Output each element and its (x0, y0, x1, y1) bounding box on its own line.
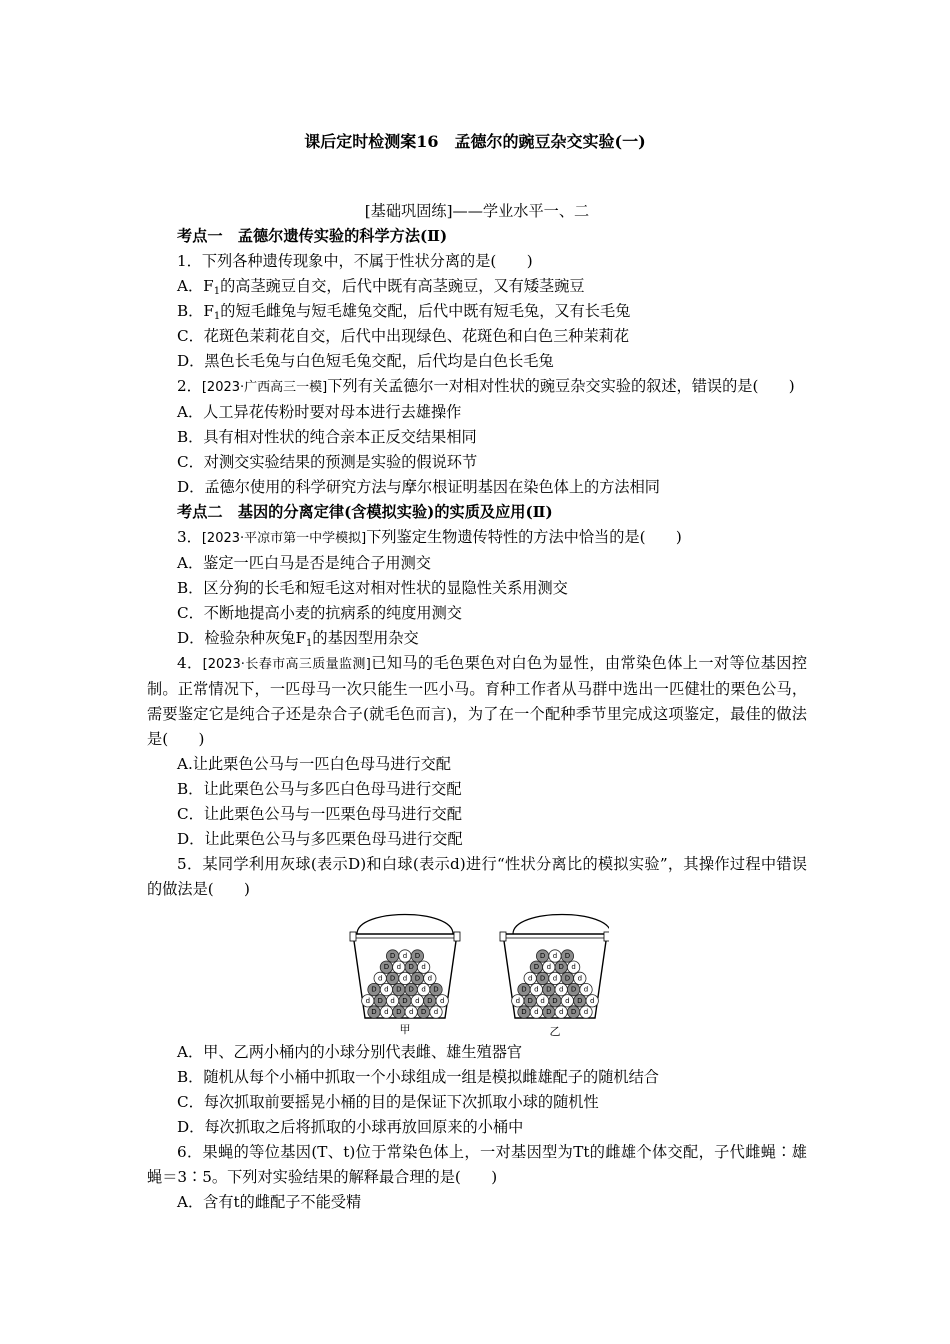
jia-ball-label: d (402, 952, 408, 960)
jia-ball-label: D (389, 952, 396, 960)
q5-option-a: A．甲、乙两小桶内的小球分别代表雌、雄生殖器官 (177, 1043, 523, 1061)
yi-ball-label: D (539, 974, 546, 983)
yi-ball-label: D (533, 963, 540, 972)
yi-ball-label: D (539, 952, 546, 960)
q3-source: [2023·平凉市第一中学模拟] (201, 531, 367, 546)
q2-source: [2023·广西高三一模] (201, 380, 328, 395)
yi-ball-label: d (589, 996, 595, 1005)
yi-ball-label: d (527, 974, 533, 983)
q6-stem: 6．果蝇的等位基因(T、t)位于常染色体上，一对基因型为Tt的雌雄个体交配，子代雌蝇∶雄蝇＝3∶5。下列对实验结果的解释最合理的是( ) (147, 1143, 807, 1186)
q5-option-b: B．随机从每个小桶中抓取一个小球组成一组是模拟雌雄配子的随机结合 (177, 1068, 659, 1086)
jia-ball-label: D (383, 963, 390, 972)
jia-ball-label: D (402, 996, 408, 1005)
q4-stem: 4．[2023·长春市高三质量监测]已知马的毛色栗色对白色为显性，由常染色体上一对等位基因控制。正常情况下，一匹母马一次只能生一匹小马。育种工作者从马群中选出一匹健壮的栗色公马，需要鉴定它是纯合子还是杂合子(就毛色而言)，为了在一个配种季节里完成这项鉴定，最佳的做法是( ) (147, 654, 808, 748)
q6-option-a: A．含有t的雌配子不能受精 (177, 1193, 362, 1211)
q3-stem: 3．[2023·平凉市第一中学模拟]下列鉴定生物遗传特性的方法中恰当的是( ) (177, 528, 682, 546)
bucket-figure (147, 904, 807, 1040)
section-heading: [基础巩固练]——学业水平一、二 (364, 202, 590, 220)
jia-ball-label: D (371, 985, 377, 994)
jia-ball-label: D (408, 985, 414, 994)
bucket-illustration (349, 904, 609, 1040)
jia-ball-label: d (421, 963, 426, 972)
q1-stem: 1．下列各种遗传现象中，不属于性状分离的是( ) (177, 252, 533, 270)
q1-option-c: C．花斑色茉莉花自交，后代中出现绿色、花斑色和白色三种茉莉花 (177, 327, 630, 345)
jia-ball-label: d (408, 1008, 414, 1016)
yi-ball-label: d (552, 974, 558, 983)
jia-ball-label: D (377, 996, 383, 1005)
jia-ball-label: D (414, 974, 421, 983)
q4-source: [2023·长春市高三质量监测] (202, 657, 371, 672)
q1-option-b: B．$F_1$的短毛雌兔与短毛雄兔交配，后代中既有短毛兔，又有长毛兔 (177, 302, 631, 322)
jia-ball-label: D (396, 985, 402, 994)
q4-option-d: D．让此栗色公马与多匹栗色母马进行交配 (177, 830, 463, 848)
yi-ball-label: D (558, 963, 564, 972)
jia-ball-label: d (439, 996, 445, 1005)
yi-ball-label: D (527, 996, 533, 1005)
bucket-yi-handle (513, 915, 609, 935)
jia-ball-label: d (415, 996, 420, 1005)
jia-ball-label: d (384, 1008, 389, 1016)
q4-option-c: C．让此栗色公马与一匹栗色母马进行交配 (177, 805, 462, 823)
bucket-jia-caption: 甲 (399, 1023, 411, 1036)
jia-ball-label: d (377, 974, 383, 983)
jia-ball-label: d (402, 974, 408, 983)
yi-ball-label: d (534, 1008, 539, 1016)
yi-ball-label: d (583, 985, 589, 994)
jia-ball-label: d (427, 974, 433, 983)
q4-option-a: A.让此栗色公马与一匹白色母马进行交配 (177, 755, 451, 773)
q5-option-d: D．每次抓取之后将抓取的小球再放回原来的小桶中 (177, 1118, 524, 1136)
jia-ball-label: d (421, 985, 426, 994)
q4-option-b: B．让此栗色公马与多匹白色母马进行交配 (177, 780, 462, 798)
jia-ball-label: D (427, 996, 433, 1005)
q2-stem: 2．[2023·广西高三一模]下列有关孟德尔一对相对性状的豌豆杂交实验的叙述，错误的是( ) (177, 377, 795, 395)
bucket-yi (500, 915, 609, 1039)
q5-stem: 5．某同学利用灰球(表示D)和白球(表示d)进行“性状分离比的模拟实验”，其操作过程中错误的做法是( ) (147, 855, 807, 898)
yi-ball-label: d (571, 963, 576, 972)
jia-ball-label: D (420, 1008, 427, 1016)
jia-ball-label: d (390, 996, 395, 1005)
jia-ball-label: D (389, 974, 396, 983)
jia-ball-label: D (371, 1008, 377, 1016)
yi-ball-label: d (515, 996, 521, 1005)
yi-ball-label: d (552, 952, 558, 960)
q3-option-b: B．区分狗的长毛和短毛这对相对性状的显隐性关系用测交 (177, 579, 568, 597)
kaodian-2-heading: 考点二 基因的分离定律(含模拟实验)的实质及应用(Ⅱ) (177, 503, 553, 521)
yi-ball-label: D (521, 985, 527, 994)
q3-option-c: C．不断地提高小麦的抗病系的纯度用测交 (177, 604, 462, 622)
q5-option-c: C．每次抓取前要摇晃小桶的目的是保证下次抓取小球的随机性 (177, 1093, 599, 1111)
yi-ball-label: d (565, 996, 570, 1005)
bucket-jia-handle (357, 915, 453, 935)
yi-ball-label: d (583, 1008, 589, 1016)
kaodian-1-heading: 考点一 孟德尔遗传实验的科学方法(Ⅱ) (177, 227, 448, 245)
bucket-jia (350, 915, 460, 1037)
jia-ball-label: d (384, 985, 389, 994)
yi-ball-label: D (546, 1008, 552, 1016)
yi-ball-label: d (546, 963, 552, 972)
jia-ball-label: D (414, 952, 421, 960)
yi-ball-label: d (577, 974, 583, 983)
yi-ball-label: d (534, 985, 539, 994)
yi-ball-label: D (564, 952, 571, 960)
yi-ball-label: d (558, 1008, 564, 1016)
jia-ball-label: d (396, 963, 402, 972)
jia-ball-label: d (365, 996, 371, 1005)
yi-ball-label: D (570, 985, 577, 994)
yi-ball-label: D (521, 1008, 527, 1016)
q2-option-b: B．具有相对性状的纯合亲本正反交结果相同 (177, 428, 477, 446)
yi-ball-label: d (558, 985, 564, 994)
q2-option-d: D．孟德尔使用的科学研究方法与摩尔根证明基因在染色体上的方法相同 (177, 478, 660, 496)
page-title: 课后定时检测案16 孟德尔的豌豆杂交实验(一) (304, 132, 646, 151)
yi-ball-label: d (540, 996, 545, 1005)
yi-ball-label: D (564, 974, 571, 983)
bucket-yi-caption: 乙 (549, 1025, 561, 1038)
jia-ball-label: D (396, 1008, 402, 1016)
q2-option-a: A．人工异花传粉时要对母本进行去雄操作 (177, 403, 462, 421)
q3-option-d: D．检验杂种灰兔$F_1$的基因型用杂交 (177, 629, 419, 649)
yi-ball-label: D (552, 996, 558, 1005)
q3-option-a: A．鉴定一匹白马是否是纯合子用测交 (177, 554, 431, 572)
yi-ball-label: D (546, 985, 552, 994)
jia-ball-label: D (433, 985, 439, 994)
jia-ball-label: D (408, 963, 414, 972)
q2-option-c: C．对测交实验结果的预测是实验的假说环节 (177, 453, 478, 471)
q1-option-d: D．黑色长毛兔与白色短毛兔交配，后代均是白色长毛兔 (177, 352, 554, 370)
content (147, 199, 807, 1215)
yi-ball-label: D (577, 996, 583, 1005)
q1-option-a: A．$F_1$的高茎豌豆自交，后代中既有高茎豌豆，又有矮茎豌豆 (177, 277, 585, 297)
jia-ball-label: d (433, 1008, 439, 1016)
yi-ball-label: D (570, 1008, 577, 1016)
